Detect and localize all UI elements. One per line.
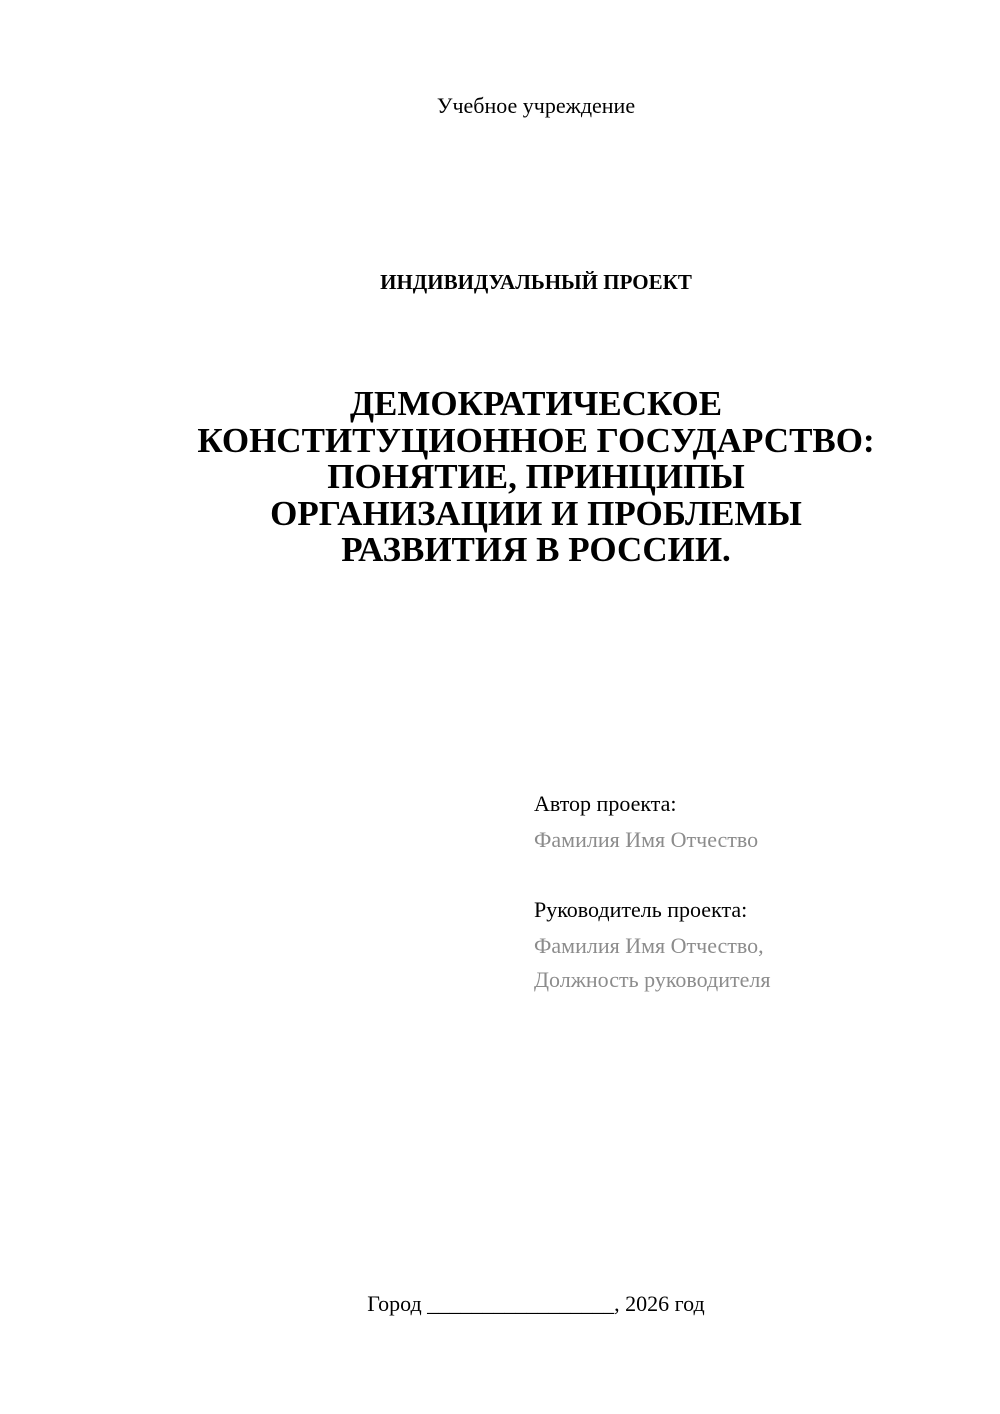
supervisor-block (534, 896, 974, 994)
supervisor-position: Должность руководителя (534, 967, 771, 992)
title-line: РАЗВИТИЯ В РОССИИ. (341, 530, 731, 569)
title-line: ПОНЯТИЕ, ПРИНЦИПЫ (327, 457, 745, 496)
supervisor-label: Руководитель проекта: (534, 897, 748, 922)
title-line: ДЕМОКРАТИЧЕСКОЕ (349, 384, 723, 423)
title-line: КОНСТИТУЦИОННОЕ ГОСУДАРСТВО: (197, 420, 875, 460)
author-name: Фамилия Имя Отчество (534, 827, 759, 852)
city-year-line: Город _________________, 2026 год (367, 1291, 705, 1316)
institution-name: Учебное учреждение (436, 93, 636, 118)
author-block (534, 790, 974, 854)
author-label: Автор проекта: (534, 791, 677, 816)
title-line: ОРГАНИЗАЦИИ И ПРОБЛЕМЫ (270, 493, 802, 533)
document-type: ИНДИВИДУАЛЬНЫЙ ПРОЕКТ (380, 270, 692, 294)
supervisor-name: Фамилия Имя Отчество, (534, 933, 764, 958)
project-title (130, 386, 942, 569)
